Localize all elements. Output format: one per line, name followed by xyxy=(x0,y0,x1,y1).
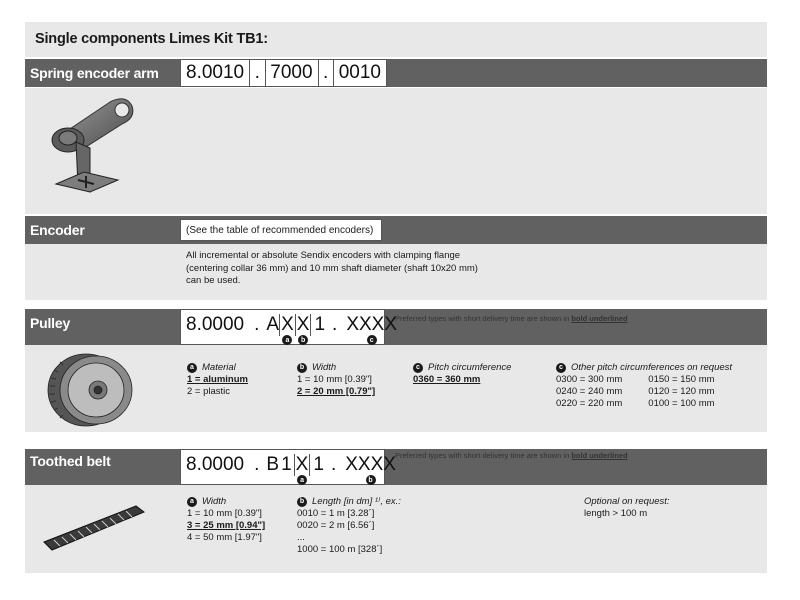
code-segment: . xyxy=(323,62,329,83)
code-fixed: A xyxy=(266,314,280,335)
width-option: 2 = 20 mm [0.79"] xyxy=(297,386,376,397)
badge-a: a xyxy=(282,335,292,345)
encoder-header xyxy=(25,216,767,244)
code-var-a: X a xyxy=(295,454,309,484)
belt-width-option: 4 = 50 mm [1.97"] xyxy=(187,532,262,543)
other-pitch-option: 0240 = 240 mm xyxy=(556,386,623,397)
pulley-image xyxy=(42,350,142,428)
optional-heading: Optional on request: xyxy=(584,496,670,507)
code-segment: 7000 xyxy=(270,62,313,83)
other-pitch-heading: Other pitch circumferences on request xyxy=(571,362,733,373)
belt-width xyxy=(187,496,265,544)
code-dot: . xyxy=(330,454,337,475)
code-var-c: XXXX c xyxy=(346,314,398,344)
code-var-a: X a xyxy=(281,314,294,344)
code-fixed: 1 xyxy=(281,454,292,475)
belt-width-heading: Width xyxy=(202,496,227,507)
belt-preferred-note: Preferred types with short delivery time are shown in bold underlined xyxy=(395,451,628,460)
pitch-heading: Pitch circumference xyxy=(428,362,512,373)
width-heading: Width xyxy=(312,362,337,373)
spring-arm-image xyxy=(38,92,148,210)
belt-width-option: 1 = 10 mm [0.39"] xyxy=(187,508,262,519)
bullet-b: b xyxy=(297,363,307,373)
belt-length-option: ... xyxy=(297,532,305,543)
badge-a: a xyxy=(297,475,307,485)
other-pitch-option: 0120 = 120 mm xyxy=(648,386,715,397)
belt-code xyxy=(180,449,396,485)
width-option: 1 = 10 mm [0.39"] xyxy=(297,374,372,385)
pulley-pitch xyxy=(413,362,511,386)
code-segment: . xyxy=(254,62,260,83)
pulley-code xyxy=(180,309,398,345)
spring-arm-code xyxy=(180,59,387,87)
code-fixed: 1 xyxy=(313,454,324,475)
pitch-option: 0360 = 360 mm xyxy=(413,374,481,385)
belt-length-option: 0010 = 1 m [3.28´] xyxy=(297,508,375,519)
material-option: 2 = plastic xyxy=(187,386,231,397)
other-pitch-option: 0300 = 300 mm xyxy=(556,374,623,385)
bullet-a: a xyxy=(187,363,197,373)
other-pitch-option: 0100 = 100 mm xyxy=(648,398,715,409)
code-dot: . xyxy=(332,314,338,335)
bullet-a: a xyxy=(187,497,197,507)
code-prefix: 8.0000 xyxy=(186,314,245,335)
bullet-c: c xyxy=(413,363,423,373)
bullet-b: b xyxy=(297,497,307,507)
spring-arm-label: Spring encoder arm xyxy=(30,65,159,81)
code-fixed: B xyxy=(266,454,280,475)
pulley-label: Pulley xyxy=(30,315,71,331)
belt-length-option: 1000 = 100 m [328´] xyxy=(297,544,383,555)
spring-arm-header xyxy=(25,59,767,87)
badge-b: b xyxy=(298,335,308,345)
badge-c: c xyxy=(367,335,377,345)
belt-length-option: 0020 = 2 m [6.56´] xyxy=(297,520,375,531)
encoder-description: All incremental or absolute Sendix encoders with clamping flange (centering collar 36 mm) and 10 mm shaft diameter (shaft 10x20 mm) can be used. xyxy=(186,250,478,286)
pulley-width xyxy=(297,362,375,398)
encoder-label: Encoder xyxy=(30,222,85,238)
belt-length xyxy=(297,496,401,556)
code-segment: 8.0010 xyxy=(186,62,245,83)
belt-width-option: 3 = 25 mm [0.94"] xyxy=(187,520,266,531)
other-pitch-option: 0150 = 150 mm xyxy=(648,374,715,385)
optional-value: length > 100 m xyxy=(584,508,648,519)
belt-length-heading: Length [in dm] ¹⁾, ex.: xyxy=(312,496,401,507)
belt-label: Toothed belt xyxy=(30,453,111,469)
code-var-b: X b xyxy=(296,314,310,344)
material-option: 1 = aluminum xyxy=(187,374,248,385)
material-heading: Material xyxy=(202,362,236,373)
code-fixed: 1 xyxy=(314,314,326,335)
belt-optional xyxy=(584,496,670,520)
belt-image xyxy=(40,500,150,555)
code-segment: 0010 xyxy=(338,62,381,83)
pulley-other-pitch xyxy=(556,362,732,410)
encoder-note: (See the table of recommended encoders) xyxy=(180,219,382,241)
bullet-c: c xyxy=(556,363,566,373)
code-dot: . xyxy=(254,314,260,335)
badge-b: b xyxy=(366,475,376,485)
code-prefix: 8.0000 xyxy=(186,454,245,475)
other-pitch-option: 0220 = 220 mm xyxy=(556,398,623,409)
pulley-material xyxy=(187,362,248,398)
code-dot: . xyxy=(254,454,260,475)
pulley-preferred-note: Preferred types with short delivery time are shown in bold underlined xyxy=(395,314,628,323)
page-title: Single components Limes Kit TB1: xyxy=(35,31,268,47)
code-var-b: XXXX b xyxy=(345,454,396,484)
